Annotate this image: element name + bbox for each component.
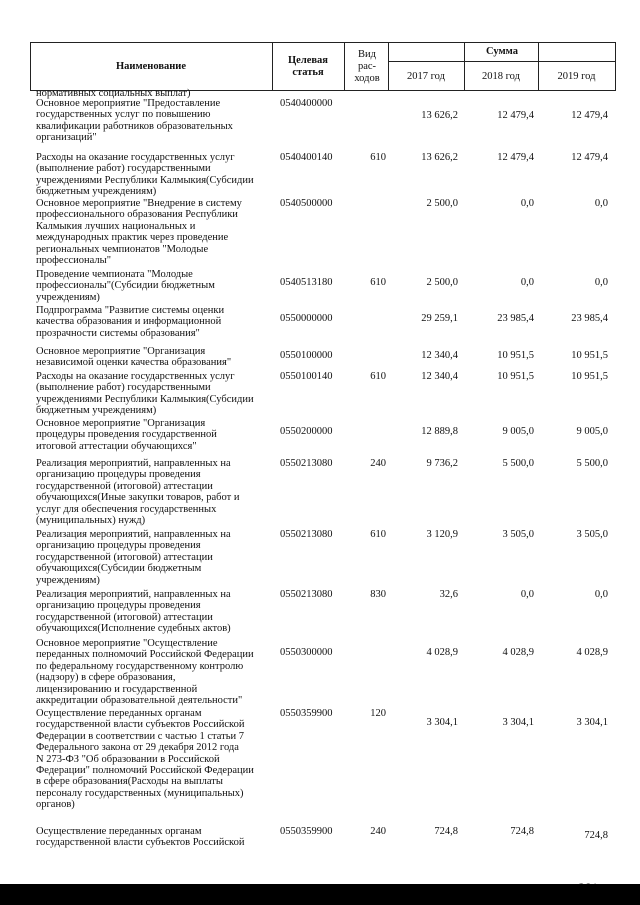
row-kind: 240 [370, 826, 386, 837]
row-2017: 29 259,1 [421, 313, 458, 324]
row-name: Осуществление переданных органам государственной власти субъектов Российской [36, 826, 245, 849]
row-name: Подпрограмма "Развитие системы оценки качества образования и информационной прозрачности системы образования" [36, 305, 225, 339]
row-2017: 12 340,4 [421, 371, 458, 382]
row-2018: 4 028,9 [502, 647, 534, 658]
header-2019: 2019 год [557, 71, 596, 82]
row-code: 0550359900 [280, 826, 333, 837]
row-kind: 610 [370, 277, 386, 288]
row-code: 0540400140 [280, 152, 333, 163]
table-header [30, 42, 616, 91]
row-2019: 0,0 [594, 198, 608, 209]
row-2018: 23 985,4 [497, 313, 534, 324]
row-2018: 0,0 [520, 589, 534, 600]
row-2018: 12 479,4 [497, 152, 534, 163]
row-2019: 724,8 [584, 830, 608, 841]
row-code: 0550000000 [280, 313, 333, 324]
row-2018: 9 005,0 [502, 426, 534, 437]
row-kind: 610 [370, 371, 386, 382]
header-target-article: Целевая статья [288, 55, 328, 78]
row-code: 0550213080 [280, 589, 333, 600]
row-2017: 12 889,8 [421, 426, 458, 437]
row-2019: 12 479,4 [571, 152, 608, 163]
scan-edge [0, 884, 640, 905]
row-name: Реализация мероприятий, направленных на организацию процедуры проведения государственной (итоговой) аттестации обучающихся(Иные закупки товаров, работ и услуг для обеспечения государственных (муниципальных) нужд) [36, 458, 240, 527]
row-2018: 3 505,0 [502, 529, 534, 540]
row-2019: 0,0 [594, 589, 608, 600]
header-name: Наименование [116, 61, 186, 72]
row-2018: 724,8 [510, 826, 534, 837]
row-2017: 3 304,1 [426, 717, 458, 728]
row-2019: 4 028,9 [576, 647, 608, 658]
row-kind: 610 [370, 529, 386, 540]
row-name: Расходы на оказание государственных услуг (выполнение работ) государственными учреждениями Республики Калмыкия(Субсидии бюджетным учреждениям) [36, 152, 254, 198]
row-name: Основное мероприятие "Организация независимой оценки качества образования" [36, 346, 232, 369]
row-2018: 10 951,5 [497, 371, 534, 382]
row-code: 0550213080 [280, 529, 333, 540]
row-2017: 13 626,2 [421, 152, 458, 163]
row-kind: 240 [370, 458, 386, 469]
row-name: Реализация мероприятий, направленных на организацию процедуры проведения государственной (итоговой) аттестации обучающихся(Субсидии бюджетным учреждениям) [36, 529, 231, 586]
row-name: Осуществление переданных органам государственной власти субъектов Российской Федерации в соответствии с частью 1 статьи 7 Федерального закона от 29 декабря 2012 года N 273-ФЗ "Об образовании в Российской Федерации" полномочий Российской Федерации в сфере образования(Расходы на выплаты персоналу государственных (муниципальных) органов) [36, 708, 254, 811]
row-name: нормативных социальных выплат) [36, 88, 191, 99]
row-2018: 0,0 [520, 198, 534, 209]
row-kind: 610 [370, 152, 386, 163]
row-2019: 10 951,5 [571, 371, 608, 382]
row-2018: 10 951,5 [497, 350, 534, 361]
row-2019: 3 505,0 [576, 529, 608, 540]
row-code: 0550300000 [280, 647, 333, 658]
row-2017: 3 120,9 [426, 529, 458, 540]
row-code: 0550200000 [280, 426, 333, 437]
row-code: 0550100140 [280, 371, 333, 382]
row-code: 0540400000 [280, 98, 333, 109]
row-2017: 2 500,0 [426, 198, 458, 209]
row-2018: 3 304,1 [502, 717, 534, 728]
row-2017: 9 736,2 [426, 458, 458, 469]
row-2019: 10 951,5 [571, 350, 608, 361]
row-2019: 23 985,4 [571, 313, 608, 324]
row-2019: 3 304,1 [576, 717, 608, 728]
row-2019: 9 005,0 [576, 426, 608, 437]
row-name: Основное мероприятие "Организация процедуры проведения государственной итоговой аттестации обучающихся" [36, 418, 217, 452]
row-code: 0550213080 [280, 458, 333, 469]
row-name: Основное мероприятие "Осуществление переданных полномочий Российской Федерации по федеральному государственному контролю (надзору) в сфере образования, лицензированию и государственной аккредитации образовательной деятельности" [36, 638, 254, 707]
row-code: 0550100000 [280, 350, 333, 361]
row-code: 0540513180 [280, 277, 333, 288]
row-2017: 12 340,4 [421, 350, 458, 361]
row-name: Основное мероприятие "Предоставление государственных услуг по повышению квалификации работников образовательных организаций" [36, 98, 233, 144]
row-2018: 12 479,4 [497, 110, 534, 121]
row-2017: 32,6 [439, 589, 458, 600]
row-2018: 5 500,0 [502, 458, 534, 469]
header-expense-type: Вид рас-ходов [354, 49, 380, 84]
row-2019: 0,0 [594, 277, 608, 288]
row-kind: 830 [370, 589, 386, 600]
row-kind: 120 [370, 708, 386, 719]
row-2017: 724,8 [434, 826, 458, 837]
row-2017: 2 500,0 [426, 277, 458, 288]
header-2018: 2018 год [482, 71, 520, 82]
header-2017: 2017 год [407, 71, 445, 82]
row-2018: 0,0 [520, 277, 534, 288]
row-code: 0540500000 [280, 198, 333, 209]
row-code: 0550359900 [280, 708, 333, 719]
row-2019: 5 500,0 [576, 458, 608, 469]
row-name: Основное мероприятие "Внедрение в систему профессионального образования Республики Калмыкия лучших национальных и международных практик через проведение региональных чемпионатов "Молодые профессионалы" [36, 198, 242, 267]
row-2019: 12 479,4 [571, 110, 608, 121]
row-2017: 4 028,9 [426, 647, 458, 658]
row-name: Реализация мероприятий, направленных на организацию процедуры проведения государственной (итоговой) аттестации обучающихся(Исполнение судебных актов) [36, 589, 231, 635]
header-sum: Сумма [486, 46, 518, 57]
row-name: Расходы на оказание государственных услуг (выполнение работ) государственными учреждениями Республики Калмыкия(Субсидии бюджетным учреждениям) [36, 371, 254, 417]
row-name: Проведение чемпионата "Молодые профессионалы"(Субсидии бюджетным учреждениям) [36, 269, 215, 303]
row-2017: 13 626,2 [421, 110, 458, 121]
